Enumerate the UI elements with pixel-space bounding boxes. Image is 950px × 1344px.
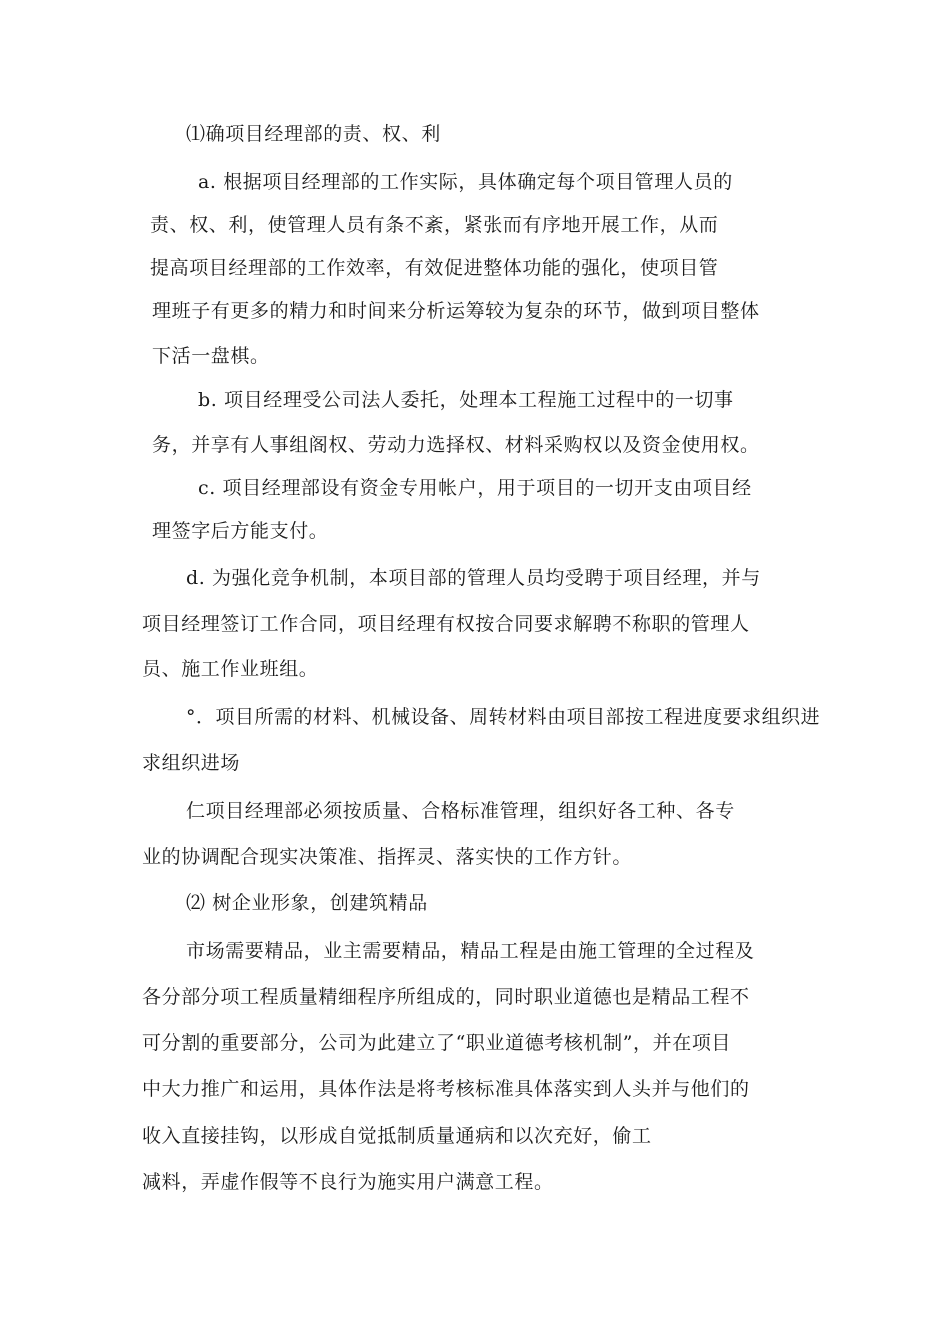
text-line: c. 项目经理部设有资金专用帐户，用于项目的一切开支由项目经 — [198, 477, 752, 499]
text-line: 理签字后方能支付。 — [152, 520, 329, 542]
text-line: 收入直接挂钩，以形成自觉抵制质量通病和以次充好，偷工 — [142, 1125, 652, 1147]
text-line: 提高项目经理部的工作效率，有效促进整体功能的强化，使项目管 — [150, 257, 719, 279]
text-line: 市场需要精品，业主需要精品，精品工程是由施工管理的全过程及 — [186, 940, 755, 962]
text-line: 可分割的重要部分，公司为此建立了“职业道德考核机制”，并在项目 — [142, 1032, 732, 1054]
text-line: 各分部分项工程质量精细程序所组成的，同时职业道德也是精品工程不 — [142, 986, 750, 1008]
text-line: 理班子有更多的精力和时间来分析运筹较为复杂的环节，做到项目整体 — [152, 300, 760, 322]
text-line: 项目经理签订工作合同，项目经理有权按合同要求解聘不称职的管理人 — [142, 613, 750, 635]
text-line: 中大力推广和运用，具体作法是将考核标准具体落实到人头并与他们的 — [142, 1078, 750, 1100]
text-line: °．项目所需的材料、机械设备、周转材料由项目部按工程进度要求组织进 — [186, 706, 821, 728]
text-line: 责、权、利，使管理人员有条不紊，紧张而有序地开展工作，从而 — [150, 214, 719, 236]
text-line: b. 项目经理受公司法人委托，处理本工程施工过程中的一切事 — [198, 389, 734, 411]
text-line: 员、施工作业班组。 — [142, 658, 319, 680]
text-line: ⑴确项目经理部的责、权、利 — [186, 123, 441, 145]
text-line: 仁项目经理部必须按质量、合格标准管理，组织好各工种、各专 — [186, 800, 735, 822]
text-line: 减料，弄虚作假等不良行为施实用户满意工程。 — [142, 1171, 554, 1193]
text-line: ⑵ 树企业形象，创建筑精品 — [186, 892, 428, 914]
text-line: 求组织进场 — [142, 752, 241, 774]
text-line: 下活一盘棋。 — [152, 345, 270, 367]
text-line: a. 根据项目经理部的工作实际，具体确定每个项目管理人员的 — [198, 171, 733, 193]
text-line: 业的协调配合现实决策准、指挥灵、落实快的工作方针。 — [142, 846, 633, 868]
text-line: d. 为强化竞争机制，本项目部的管理人员均受聘于项目经理，并与 — [186, 567, 761, 589]
text-line: 务，并享有人事组阁权、劳动力选择权、材料采购权以及资金使用权。 — [152, 434, 760, 456]
